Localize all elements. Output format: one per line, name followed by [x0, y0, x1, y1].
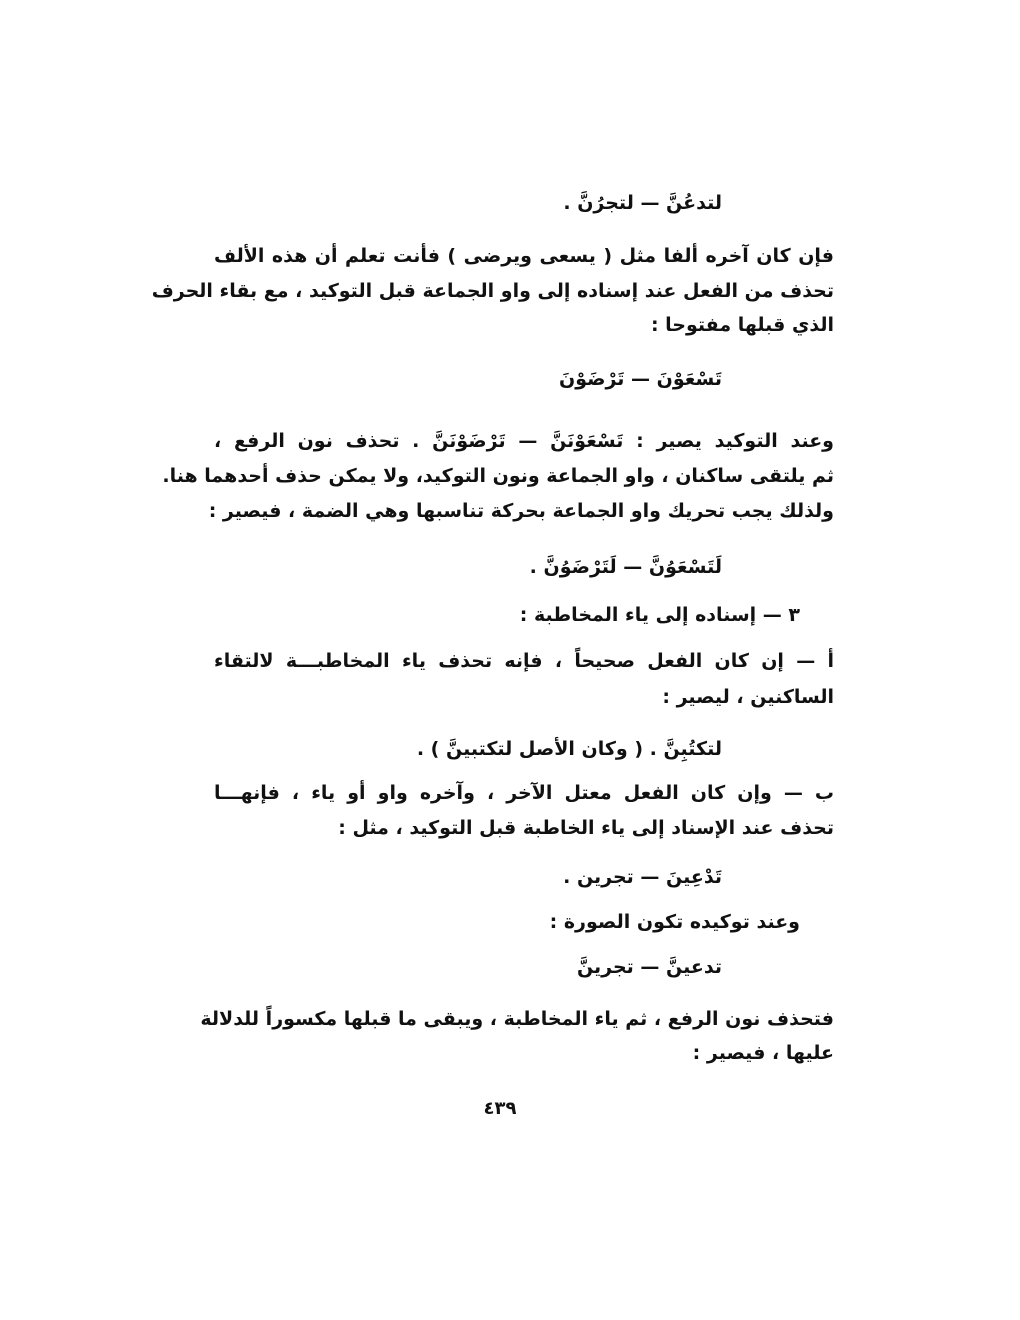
- page-number: ٤٣٩: [483, 1098, 517, 1119]
- paragraph-2-line-2: ثم يلتقى ساكنان ، واو الجماعة ونون التوكيد، ولا يمكن حذف أحدهما هنا.: [162, 465, 834, 487]
- paragraph-4-line-2: عليها ، فيصير :: [692, 1042, 834, 1064]
- point-a-line-1: أ — إن كان الفعل صحيحاً ، فإنه تحذف ياء المخاطبـــة لالتقاء: [214, 650, 834, 672]
- example-line-5: تَدْعِينَ — تجرين .: [563, 866, 722, 888]
- paragraph-1-line-1: فإن كان آخره ألفا مثل ( يسعى ويرضى ) فأنت تعلم أن هذه الألف: [214, 245, 834, 267]
- section-3-heading: ٣ — إسناده إلى ياء المخاطبة :: [519, 604, 800, 626]
- example-line-2: تَسْعَوْنَ — تَرْضَوْنَ: [559, 368, 722, 390]
- paragraph-3: وعند توكيده تكون الصورة :: [549, 911, 800, 933]
- point-a-line-2: الساكنين ، ليصير :: [662, 686, 834, 708]
- paragraph-2-line-3: ولذلك يجب تحريك واو الجماعة بحركة تناسبها وهي الضمة ، فيصير :: [208, 500, 834, 522]
- point-b-line-1: ب — وإن كان الفعل معتل الآخر ، وآخره واو أو ياء ، فإنهـــا: [214, 782, 834, 804]
- paragraph-1-line-3: الذي قبلها مفتوحا :: [650, 314, 834, 336]
- paragraph-2-line-1: وعند التوكيد يصير : تَسْعَوْنَنَّ — تَرْضَوْنَنَّ . تحذف نون الرفع ،: [214, 430, 834, 452]
- paragraph-4-line-1: فتحذف نون الرفع ، ثم ياء المخاطبة ، ويبقى ما قبلها مكسوراً للدلالة: [200, 1008, 834, 1030]
- example-line-4: لتكتُبِنَّ . ( وكان الأصل لتكتبينَّ ) .: [416, 738, 722, 760]
- point-b-line-2: تحذف عند الإسناد إلى ياء الخاطبة قبل التوكيد ، مثل :: [338, 817, 834, 839]
- example-line-3: لَتَسْعَوُنَّ — لَتَرْضَوُنَّ .: [529, 556, 722, 578]
- example-line-6: تدعينَّ — تجرينَّ: [576, 956, 722, 978]
- example-line-1: لتدعُنَّ — لتجرُنَّ .: [563, 192, 722, 214]
- paragraph-1-line-2: تحذف من الفعل عند إسناده إلى واو الجماعة قبل التوكيد ، مع بقاء الحرف: [151, 280, 834, 302]
